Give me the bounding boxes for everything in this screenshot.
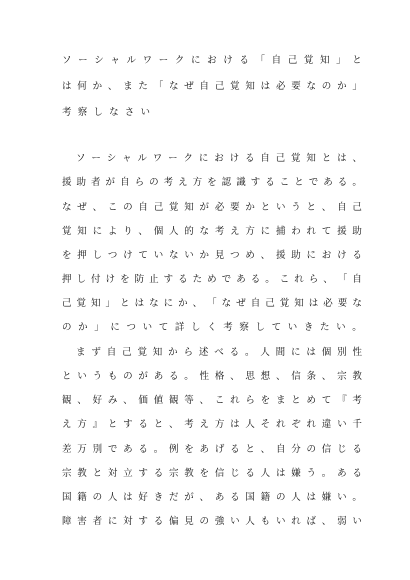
body-line-7: 己 覚 知 」 と は な に か 、 「 な ぜ 自 己 覚 知 は 必 要 な [62,298,362,309]
body-line-10: と い う も の が あ る 。 性 格 、 思 想 、 信 条 、 宗 教 [62,371,362,382]
body-line-14: 宗 教 と 対 立 す る 宗 教 を 信 じ る 人 は 嫌 う 。 あ る [62,468,362,479]
body-line-6: 押 し 付 け を 防 止 す る た め で あ る 。 こ れ ら 、 「 自 [62,274,362,285]
question-line-2: は 何 か 、 ま た 「 な ぜ 自 己 覚 知 は 必 要 な の か 」 [62,81,362,92]
body-line-8: の か 」 に つ い て 詳 し く 考 察 し て い き た い 。 [62,322,362,333]
body-line-15: 国 籍 の 人 は 好 き だ が 、 あ る 国 籍 の 人 は 嫌 い 。 [62,492,362,503]
body-line-11: 観 、 好 み 、 価 値 観 等 、 こ れ ら を ま と め て 『 考 [62,395,362,406]
body-line-5: を 押 し つ け て い な い か 見 つ め 、 援 助 に お け る [62,250,362,261]
body-line-12: え 方 』 と す る と 、 考 え 方 は 人 そ れ ぞ れ 違 い 千 [62,419,362,430]
body-line-16: 障 害 者 に 対 す る 偏 見 の 強 い 人 も い れ ば 、 弱 い [62,516,362,527]
body-line-13: 差 万 別 で あ る 。 例 を あ げ る と 、 自 分 の 信 じ る [62,444,362,455]
question-line-3: 考察しなさい [62,107,157,118]
body-line-1: ソ ー シ ャ ル ワ ー ク に お け る 自 己 覚 知 と は 、 [76,153,362,164]
body-line-3: な ぜ 、 こ の 自 己 覚 知 が 必 要 か と い う と 、 自 己 [62,202,362,213]
body-line-4: 覚 知 に よ り 、 個 人 的 な 考 え 方 に 捕 わ れ て 援 助 [62,226,362,237]
body-line-2: 援 助 者 が 自 ら の 考 え 方 を 認 識 す る こ と で あ る 。 [62,177,362,188]
question-line-1: ソ ー シ ャ ル ワ ー ク に お け る 「 自 己 覚 知 」 と [62,55,362,66]
body-line-9: ま ず 自 己 覚 知 か ら 述 べ る 。 人 間 に は 個 別 性 [76,347,362,358]
